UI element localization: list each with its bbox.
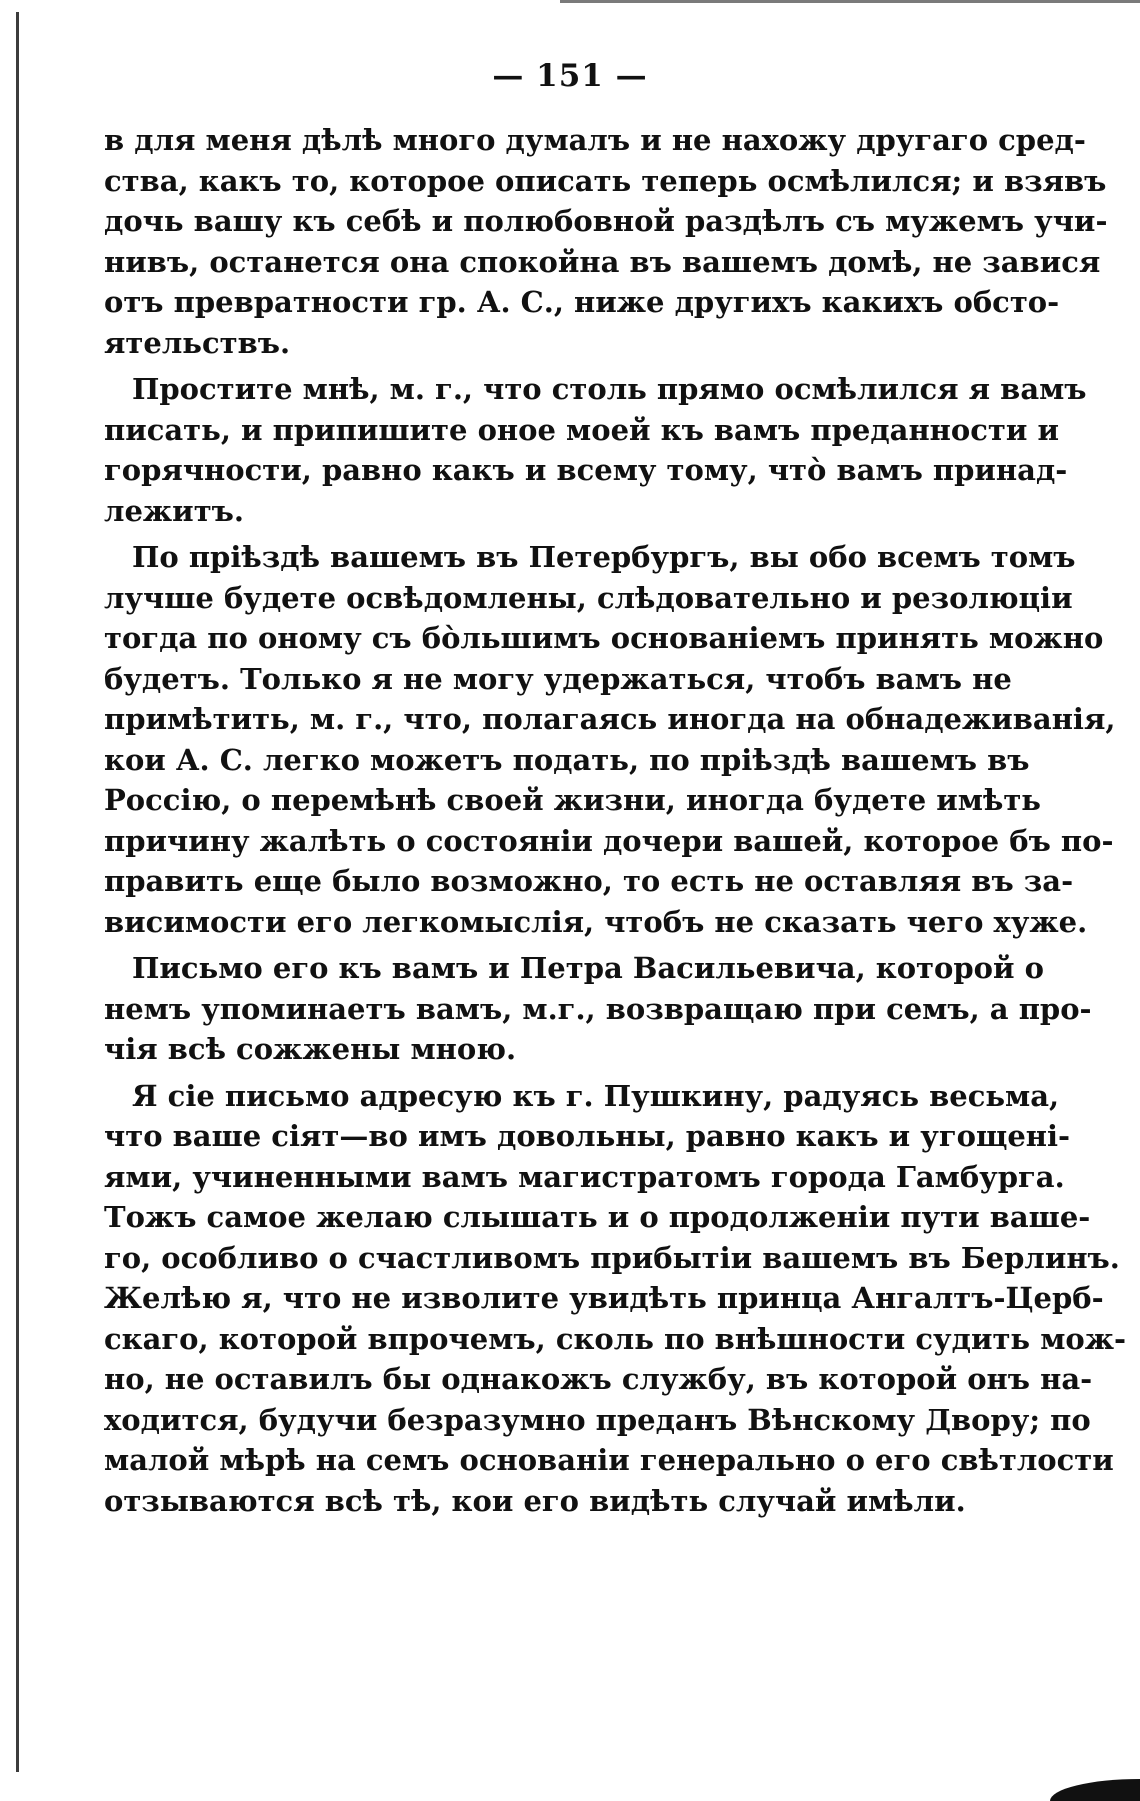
text-line: писать, и припишите оное моей къ вамъ преданности и: [104, 412, 1059, 447]
text-line: немъ упоминаетъ вамъ, м.г., возвращаю при семъ, а про-: [104, 991, 1092, 1026]
text-line: но, не оставилъ бы однакожъ службу, въ которой онъ на-: [104, 1362, 1093, 1396]
text-line: Тожъ самое желаю слышать и о продолженіи пути ваше-: [104, 1200, 1091, 1234]
text-line: править еще было возможно, то есть не оставляя въ за-: [104, 864, 1074, 898]
text-line: кои А. С. легко можетъ подать, по пріѣздѣ вашемъ въ: [104, 742, 1030, 777]
text-line: причину жалѣть о состояніи дочери вашей, которое бъ по-: [104, 823, 1114, 858]
text-line: ства, какъ то, которое описать теперь осмѣлился; и взявъ: [104, 163, 1107, 198]
text-line: висимости его легкомыслія, чтобъ не сказать чего хуже.: [104, 904, 1088, 939]
text-line: Желѣю я, что не изволите увидѣть принца Ангалтъ-Церб-: [104, 1281, 1104, 1315]
text-line: Россію, о перемѣнѣ своей жизни, иногда будете имѣть: [104, 783, 1041, 817]
text-line: малой мѣрѣ на семъ основаніи генерально о его свѣтлости: [104, 1443, 1114, 1477]
text-line: ями, учиненными вамъ магистратомъ города Гамбурга.: [104, 1159, 1065, 1194]
text-line: будетъ. Только я не могу удержаться, чтобъ вамъ не: [104, 661, 1012, 696]
paragraph: [104, 369, 1087, 531]
text-line: лежитъ.: [104, 493, 245, 528]
page-number: — 151 —: [492, 58, 648, 94]
text-line: По пріѣздѣ вашемъ въ Петербургъ, вы обо всемъ томъ: [132, 540, 1076, 574]
paragraph: [104, 120, 1108, 363]
text-line: отзываются всѣ тѣ, кои его видѣть случай имѣли.: [104, 1483, 966, 1518]
scan-edge-top: [560, 0, 1140, 3]
text-line: нивъ, останется она спокойна въ вашемъ домѣ, не завися: [104, 244, 1101, 279]
paragraph: [104, 537, 1116, 942]
scan-corner-shadow: [1050, 1779, 1140, 1801]
text-line: дочь вашу къ себѣ и полюбовной раздѣлъ съ мужемъ учи-: [104, 204, 1108, 238]
text-line: го, особливо о счастливомъ прибытіи вашемъ въ Берлинъ.: [104, 1240, 1120, 1275]
text-line: скаго, которой впрочемъ, сколь по внѣшности судить мож-: [104, 1321, 1127, 1356]
scan-edge-left: [16, 12, 19, 1772]
text-line: примѣтить, м. г., что, полагаясь иногда на обнадеживанія,: [104, 702, 1116, 736]
body-text: [104, 120, 1127, 1527]
text-line: тогда по оному съ бо̀льшимъ основаніемъ принять можно: [104, 621, 1104, 655]
text-line: Письмо его къ вамъ и Петра Васильевича, которой о: [132, 951, 1044, 985]
paragraph: [104, 1076, 1127, 1522]
text-line: ходится, будучи безразумно преданъ Вѣнскому Двору; по: [104, 1402, 1091, 1437]
text-line: что ваше сіят—во имъ довольны, равно какъ и угощені-: [104, 1119, 1071, 1153]
text-line: отъ превратности гр. А. С., ниже другихъ какихъ обсто-: [104, 285, 1060, 319]
text-line: ятельствъ.: [104, 325, 291, 360]
text-line: чія всѣ сожжены мною.: [104, 1032, 517, 1066]
text-line: в для меня дѣлѣ много думалъ и не нахожу другаго сред-: [104, 123, 1086, 157]
text-line: Я сіе письмо адресую къ г. Пушкину, радуясь весьма,: [132, 1078, 1060, 1113]
text-line: горячности, равно какъ и всему тому, что̀ вамъ принад-: [104, 453, 1068, 487]
paragraph: [104, 948, 1092, 1070]
text-line: Простите мнѣ, м. г., что столь прямо осмѣлился я вамъ: [132, 372, 1087, 406]
text-line: лучше будете освѣдомлены, слѣдовательно и резолюціи: [104, 580, 1073, 615]
